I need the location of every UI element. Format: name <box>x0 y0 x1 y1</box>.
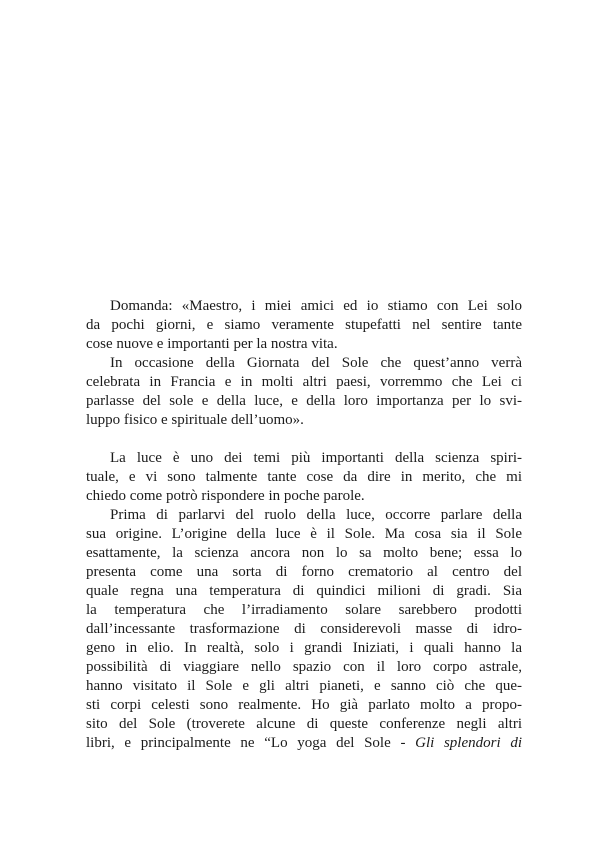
text-line: da pochi giorni, e siamo veramente stupefatti nel sentire tante <box>86 317 522 333</box>
text-line: sito del Sole (troverete alcune di queste conferenze negli altri <box>86 716 522 732</box>
text-line: la temperatura che l’irradiamento solare sarebbero prodotti <box>86 602 522 618</box>
text-line: chiedo come potrò rispondere in poche parole. <box>86 488 365 504</box>
text-italic-book-title: Gli splendori di <box>415 735 522 751</box>
text-line: sti corpi celesti sono realmente. Ho già parlato molto a propo- <box>86 697 522 713</box>
text-block <box>86 297 522 753</box>
text-line: presenta come una sorta di forno crematorio al centro del <box>86 564 522 580</box>
text-roman: libri, e principalmente ne “Lo yoga del Sole - <box>86 735 416 751</box>
text-line: In occasione della Giornata del Sole che quest’anno verrà <box>110 355 522 371</box>
text-line: esattamente, la scienza ancora non lo sa molto bene; essa lo <box>86 545 522 561</box>
text-line: Prima di parlarvi del ruolo della luce, occorre parlare della <box>110 507 522 523</box>
text-line: luppo fisico e spirituale dell’uomo». <box>86 412 304 428</box>
text-line: hanno visitato il Sole e gli altri pianeti, e sanno ciò che que- <box>86 678 522 694</box>
text-line: geno in elio. In realtà, solo i grandi Iniziati, i quali hanno la <box>86 640 522 656</box>
text-line: celebrata in Francia e in molti altri paesi, vorremmo che Lei ci <box>86 374 522 390</box>
paragraph-answer-intro <box>86 449 522 506</box>
text-line: quale regna una temperatura di quindici milioni di gradi. Sia <box>86 583 522 599</box>
text-line: cose nuove e importanti per la nostra vita. <box>86 336 338 352</box>
text-line: La luce è uno dei temi più importanti della scienza spiri- <box>110 450 522 466</box>
text-line: sua origine. L’origine della luce è il Sole. Ma cosa sia il Sole <box>86 526 522 542</box>
paragraph-question-request <box>86 354 522 430</box>
text-line: parlasse del sole e della luce, e della loro importanza per lo svi- <box>86 393 522 409</box>
paragraph-answer-sun <box>86 506 522 753</box>
text-line: Domanda: «Maestro, i miei amici ed io stiamo con Lei solo <box>110 298 522 314</box>
paragraph-question-intro <box>86 297 522 354</box>
text-line: possibilità di viaggiare nello spazio con il loro corpo astrale, <box>86 659 522 675</box>
text-line: dall’incessante trasformazione di considerevoli masse di idro- <box>86 621 522 637</box>
text-line <box>86 734 522 753</box>
text-line: tuale, e vi sono talmente tante cose da dire in merito, che mi <box>86 469 522 485</box>
